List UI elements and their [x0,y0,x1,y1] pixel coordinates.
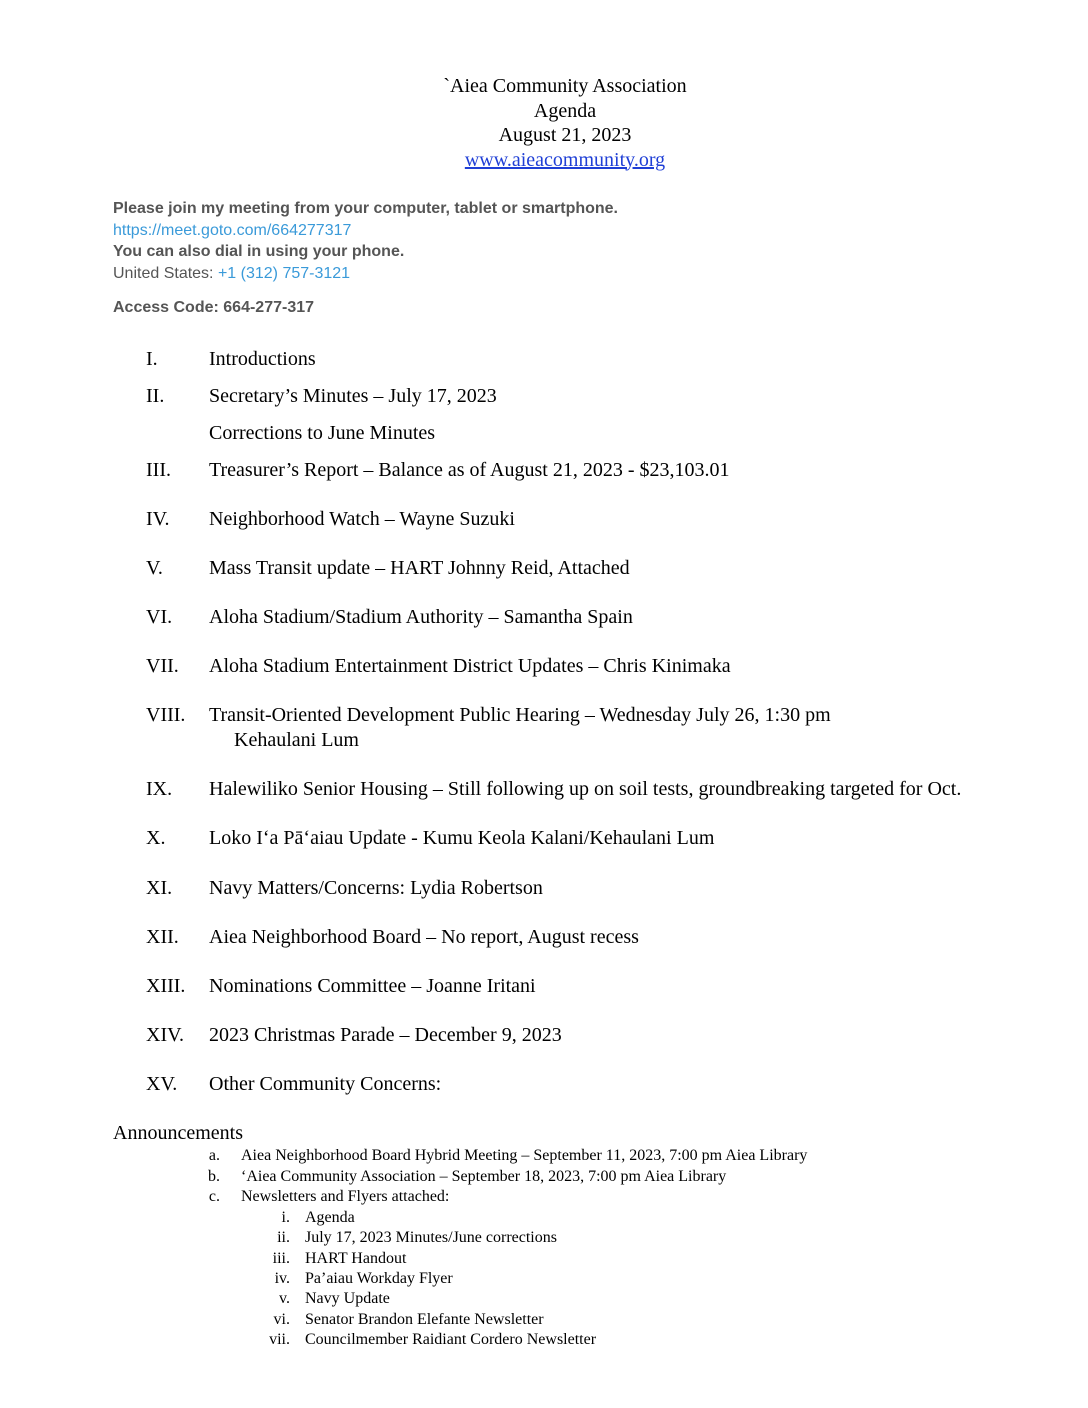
agenda-item-text: Transit-Oriented Development Public Hearing – Wednesday July 26, 1:30 pm [209,704,831,726]
agenda-item-text: Neighborhood Watch – Wayne Suzuki [209,508,515,530]
agenda-item-text: Introductions [209,348,316,370]
agenda-item-text: Loko Iʻa Pāʻaiau Update - Kumu Keola Kalani/Kehaulani Lum [209,827,715,849]
agenda-item-number: XII. [146,926,179,948]
agenda-item-text: Aloha Stadium/Stadium Authority – Samantha Spain [209,606,633,628]
agenda-item-text: Secretary’s Minutes – July 17, 2023 [209,385,497,407]
agenda-item-number: VIII. [146,704,186,726]
agenda-item-number: IV. [146,508,170,530]
attachment-numeral: vi. [273,1311,290,1328]
agenda-item-text: Navy Matters/Concerns: Lydia Robertson [209,877,543,899]
attachment-text: Agenda [305,1209,355,1226]
announcement-text: ‘Aiea Community Association – September 18, 2023, 7:00 pm Aiea Library [241,1168,727,1185]
attachment-text: Councilmember Raidiant Cordero Newsletter [305,1331,597,1348]
announcement-text: Newsletters and Flyers attached: [241,1188,450,1205]
agenda-item-text: Treasurer’s Report – Balance as of August 21, 2023 - $23,103.01 [209,459,730,481]
agenda-item-text: Nominations Committee – Joanne Iritani [209,975,536,997]
phone-line [113,263,618,285]
agenda-item-number: VII. [146,655,179,677]
agenda-item-text: Aiea Neighborhood Board – No report, August recess [209,926,639,948]
attachment-text: Navy Update [305,1290,390,1307]
join-instructions: Please join my meeting from your computer, tablet or smartphone. [113,200,618,217]
agenda-item-number: I. [146,348,158,370]
meeting-date: August 21, 2023 [498,124,632,146]
announcement-letter: c. [208,1188,220,1205]
agenda-item-number: III. [146,459,171,481]
agenda-item-text: Aloha Stadium Entertainment District Updates – Chris Kinimaka [209,655,731,677]
dial-in-instructions: You can also dial in using your phone. [113,243,405,260]
attachment-text: HART Handout [305,1250,407,1267]
attachment-text: July 17, 2023 Minutes/June corrections [305,1229,557,1246]
agenda-item-subtext: Corrections to June Minutes [209,422,436,444]
agenda-item-number: XIV. [146,1024,184,1046]
agenda-item-number: VI. [146,606,173,628]
document-header [0,74,1088,172]
announcement-text: Aiea Neighborhood Board Hybrid Meeting – September 11, 2023, 7:00 pm Aiea Library [241,1147,808,1164]
attachment-numeral: ii. [277,1229,290,1246]
agenda-item-text: Mass Transit update – HART Johnny Reid, Attached [209,557,630,579]
announcements-heading: Announcements [113,1122,243,1144]
agenda-item-number: V. [146,557,163,579]
access-code: Access Code: 664-277-317 [113,299,315,316]
agenda-item-number: X. [146,827,166,849]
phone-number-link[interactable]: +1 (312) 757-3121 [217,264,351,282]
agenda-item-subtext: Kehaulani Lum [234,729,359,751]
attachment-text: Pa’aiau Workday Flyer [305,1270,453,1287]
agenda-item-number: XIII. [146,975,186,997]
attachment-numeral: v. [279,1290,290,1307]
announcement-letter: a. [208,1147,220,1164]
agenda-item-text: 2023 Christmas Parade – December 9, 2023 [209,1024,562,1046]
document-title: Agenda [533,99,597,122]
organization-name: `Aiea Community Association [443,75,687,97]
announcement-letter: b. [208,1168,220,1185]
website-link[interactable]: www.aieacommunity.org [464,148,666,171]
agenda-item-text: Halewiliko Senior Housing – Still following up on soil tests, groundbreaking targeted for Oct. [209,778,962,800]
agenda-item-number: II. [146,385,165,407]
attachment-text: Senator Brandon Elefante Newsletter [305,1311,544,1328]
attachment-numeral: iv. [274,1270,290,1287]
agenda-item-text: Other Community Concerns: [209,1073,442,1095]
agenda-item-number: XI. [146,877,173,899]
attachment-numeral: vii. [269,1331,290,1348]
attachment-numeral: iii. [272,1250,290,1267]
meeting-info [113,198,618,319]
meeting-url-link[interactable]: https://meet.goto.com/664277317 [113,221,352,239]
phone-country-label: United States: [113,264,218,282]
agenda-item-number: XV. [146,1073,178,1095]
attachment-numeral: i. [281,1209,290,1226]
agenda-item-number: IX. [146,778,173,800]
